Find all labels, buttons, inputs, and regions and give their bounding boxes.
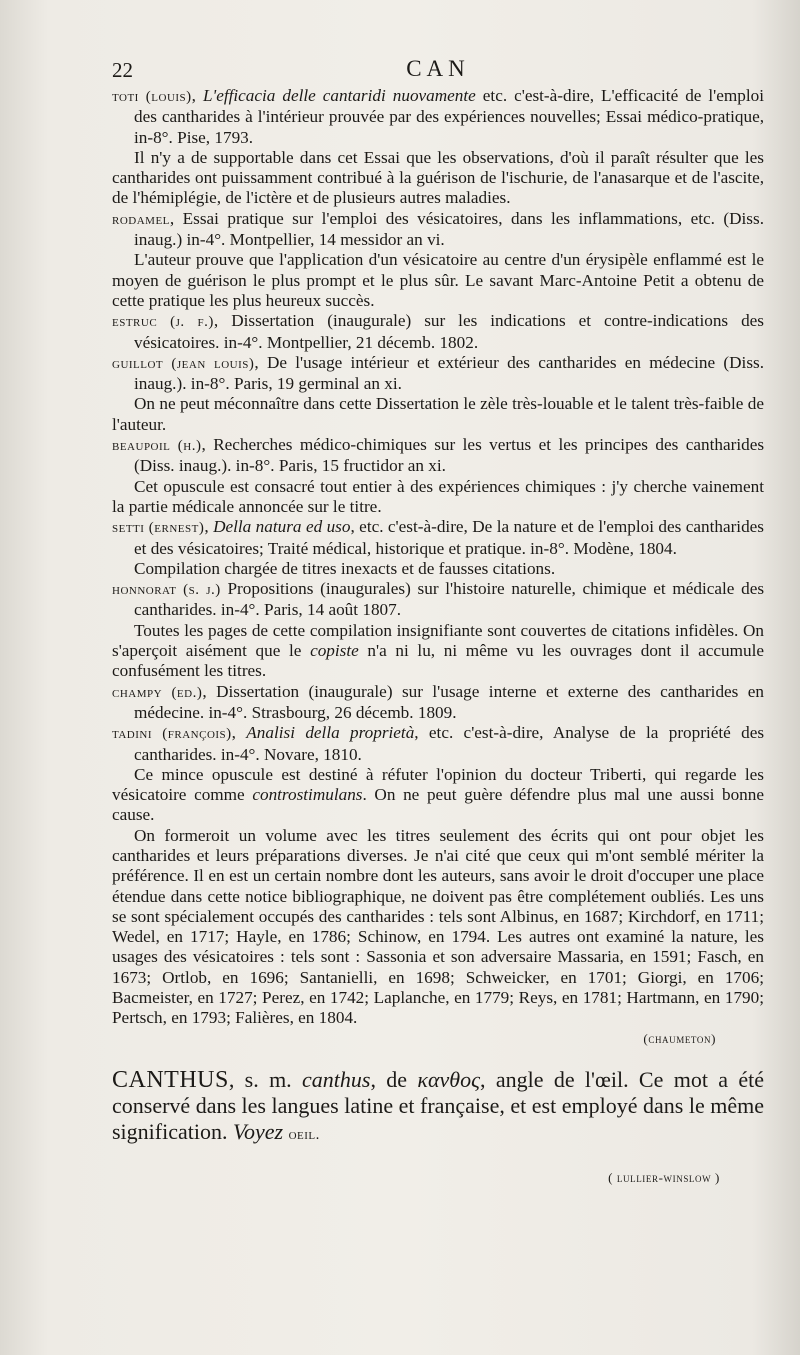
commentary-text: Ce mince opuscule est destiné à réfuter l'opinion du docteur Triberti, qui regarde les vésicatoire comme bbox=[112, 764, 764, 805]
commentary-text: On ne peut méconnaître dans cette Dissertation le zèle très-louable et le talent très-faible de l'auteur. bbox=[112, 394, 764, 434]
commentary-italic: controstimulans bbox=[252, 785, 363, 805]
bibliography-entry bbox=[112, 353, 764, 395]
commentary-italic: copiste bbox=[310, 641, 359, 661]
entry-author: toti (louis) bbox=[112, 89, 192, 105]
bibliography-entry bbox=[112, 682, 764, 724]
bibliography-entry: setti (ernest), Della natura ed uso, etc. c'est-à-dire, De la nature et de l'emploi des cantharides et des vésicatoires; Traité médical, historique et pratique. in-8°. Modène, 1804. bbox=[112, 517, 764, 558]
author-signature-2: ( lullier-winslow ) bbox=[608, 1169, 720, 1185]
author-signature: (chaumeton) bbox=[643, 1030, 716, 1046]
commentary-text: Cet opuscule est consacré tout entier à des expériences chimiques : j'y cherche vainement la partie médicale annoncée sur le titre. bbox=[112, 476, 764, 516]
canthus-text-2: , de bbox=[370, 1066, 418, 1092]
entry-details: , Dissertation (inaugurale) sur les indications et contre-indications des vésicatoires. in-4°. Montpellier, 21 décemb. 1802. bbox=[134, 311, 764, 352]
bibliography-entry: toti (louis), L'efficacia delle cantaridi nuovamente etc. c'est-à-dire, L'efficacité de l'emploi des cantharides à l'intérieur prouvée par des expériences nouvelles; Essai médico-pratique, in-8°. Pise, 1793. bbox=[112, 86, 765, 147]
bibliography-entry bbox=[112, 209, 764, 251]
entry-details: , etc. c'est-à-dire, De la nature et de l'emploi des cantharides et des vésicatoires; Traité médical, historique et pratique. in-8°. Modène, 1804. bbox=[134, 517, 764, 558]
commentary-text: Toutes les pages de cette compilation insignifiante sont couvertes de citations infidèles. On s'aperçoit aisément que le bbox=[112, 620, 764, 661]
commentary-text: Compilation chargée de titres inexacts et de fausses citations. bbox=[134, 558, 556, 578]
entry-details: Propositions (inaugurales) sur l'histoire naturelle, chimique et médicale des cantharides. in-4°. Paris, 14 août 1807. bbox=[134, 579, 765, 620]
entry-author: beaupoil (h.) bbox=[112, 438, 202, 455]
entry-author: estruc (j. f.) bbox=[112, 314, 214, 331]
entry-details: , Dissertation (inaugurale) sur l'usage interne et externe des cantharides en médecine. in-4°. Strasbourg, 26 décemb. 1809. bbox=[134, 681, 765, 722]
entry-commentary bbox=[112, 477, 764, 518]
cross-reference: oeil. bbox=[288, 1126, 320, 1143]
bibliography-entry: tadini (françois), Analisi della proprietà, etc. c'est-à-dire, Analyse de la propriété des cantharides. in-4°. Novare, 1810. bbox=[112, 723, 765, 764]
commentary-text: L'auteur prouve que l'application d'un vésicatoire au centre d'un érysipèle enflammé est le moyen de guérison le plus prompt et le plus sûr. Le savant Marc-Antoine Petit a obtenu de cette pratique les plus heureux succès. bbox=[112, 250, 764, 310]
entry-title: Della natura ed uso bbox=[213, 517, 351, 537]
entry-commentary bbox=[112, 559, 764, 579]
entry-author: tadini (françois) bbox=[112, 726, 232, 743]
commentary-text: Il n'y a de supportable dans cet Essai que les observations, d'où il paraît résulter que les cantharides ont puissamment contribué à la guérison de l'ischurie, de l'anasarque et de l'ascite, de l'hémiplégie, de l'ictère et de plusieurs autres maladies. bbox=[112, 147, 764, 208]
canthus-article bbox=[112, 1067, 764, 1148]
entry-commentary bbox=[112, 250, 764, 311]
bibliography-entries bbox=[112, 86, 764, 1029]
entry-title: Analisi della proprietà bbox=[246, 723, 415, 743]
page-header bbox=[112, 56, 764, 86]
entry-author: honnorat (s. j.) bbox=[112, 582, 221, 599]
running-head: CAN bbox=[406, 56, 470, 81]
entry-commentary bbox=[112, 148, 764, 209]
entry-author: guillot (jean louis) bbox=[112, 355, 255, 372]
canthus-text-1: , s. m. bbox=[228, 1066, 303, 1092]
bibliography-entry bbox=[112, 579, 764, 621]
bibliography-entry bbox=[112, 435, 764, 477]
entry-author: champy (ed.) bbox=[112, 684, 203, 701]
canthus-text-3: , angle de l'œil. Ce mot a été conservé dans les langues latine et française, et est employé dans le même signification. bbox=[112, 1066, 764, 1144]
entry-details: , De l'usage intérieur et extérieur des cantharides en médecine (Diss. inaug.). in-8°. Paris, 19 germinal an xi. bbox=[134, 352, 765, 394]
entry-commentary bbox=[112, 765, 764, 826]
entry-author: setti (ernest) bbox=[112, 520, 205, 537]
commentary-text: n'a ni lu, ni même vu les ouvrages dont il accumule confusément les titres. bbox=[112, 641, 764, 681]
commentary-text: On formeroit un volume avec les titres seulement des écrits qui ont pour objet les cantharides et leurs préparations diverses. Je n'ai cité que ceux qui m'ont semblé mériter la préférence. Il en est un certain nombre dont les auteurs, sans avoir le droit d'occuper une place étendue dans cette notice bibliographique, ne doivent pas être complétement oubliés. Les uns se sont spécialement occupés des cantharides : tels sont Albinus, en 1687; Kirchdorf, en 1711; Wedel, en 1717; Hayle, en 1786; Schinow, en 1794. Les autres ont examiné la nature, les usages des vésicatoires : tels sont : Sassonia et son adversaire Massaria, en 1591; Fasch, en 1673; Ortlob, en 1696; Santanielli, en 1698; Schweicker, en 1701; Giorgi, en 1706; Bacmeister, en 1727; Perez, en 1742; Laplanche, en 1779; Reys, en 1781; Hartmann, en 1790; Pertsch, en 1793; Falières, en 1804. bbox=[112, 825, 764, 1028]
page-number: 22 bbox=[112, 58, 133, 82]
entry-commentary bbox=[112, 621, 764, 682]
commentary-text: . On ne peut guère défendre plus mal une aussi bonne cause. bbox=[112, 785, 765, 825]
entry-details: , Recherches médico-chimiques sur les vertus et les principes des cantharides (Diss. inaug.). in-8°. Paris, 15 fructidor an xi. bbox=[134, 435, 765, 476]
entry-details: etc. c'est-à-dire, L'efficacité de l'emploi des cantharides à l'intérieur prouvée par des expériences nouvelles; Essai médico-pratique, in-8°. Pise, 1793. bbox=[134, 86, 765, 147]
bibliography-entry bbox=[112, 311, 764, 353]
entry-title: L'efficacia delle cantaridi nuovamente bbox=[202, 86, 476, 105]
latin-term: canthus bbox=[302, 1066, 371, 1092]
entry-details: , etc. c'est-à-dire, Analyse de la propriété des cantharides. in-4°. Novare, 1810. bbox=[134, 723, 765, 764]
entry-details: , Essai pratique sur l'emploi des vésicatoires, dans les inflammations, etc. (Diss. inaug.) in-4°. Montpellier, 14 messidor an vi. bbox=[134, 208, 764, 250]
entry-commentary bbox=[112, 826, 764, 1029]
voyez-label: Voyez bbox=[232, 1118, 284, 1144]
greek-term: κανθος bbox=[417, 1066, 481, 1092]
headword: CANTHUS bbox=[112, 1066, 229, 1093]
entry-author: rodamel bbox=[112, 211, 170, 228]
entry-commentary bbox=[112, 394, 764, 435]
